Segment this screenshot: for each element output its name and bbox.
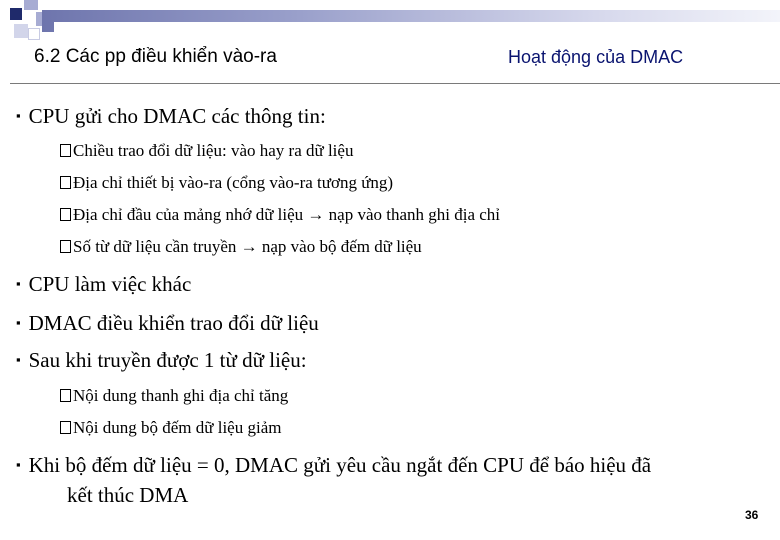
- bullet-text: Khi bộ đếm dữ liệu = 0, DMAC gửi yêu cầu ngắt đến CPU để báo hiệu đã: [28, 453, 652, 477]
- sub-bullet-item: [60, 173, 393, 193]
- bullet-marker-icon: ▪: [16, 352, 21, 367]
- sub-bullet-item: [60, 205, 500, 225]
- sub-bullet-text: Địa chỉ đầu của mảng nhớ dữ liệu → nạp vào thanh ghi địa chỉ: [73, 205, 501, 224]
- bullet-item: [16, 311, 319, 336]
- decor-square-light: [24, 0, 38, 10]
- bullet-marker-icon: ▪: [16, 108, 21, 123]
- sub-bullet-text: Địa chỉ thiết bị vào-ra (cổng vào-ra tương ứng): [73, 173, 394, 192]
- missing-glyph-box-icon: [60, 389, 71, 402]
- missing-glyph-box-icon: [60, 144, 71, 157]
- bullet-marker-icon: ▪: [16, 276, 21, 291]
- page-number: 36: [745, 508, 759, 522]
- decor-square-outline: [28, 28, 40, 40]
- bullet-continuation: kết thúc DMA: [67, 483, 189, 507]
- bullet-text: CPU làm việc khác: [28, 272, 192, 296]
- bullet-item: [16, 453, 651, 478]
- bullet-text: CPU gửi cho DMAC các thông tin:: [28, 104, 326, 128]
- bullet-text: Sau khi truyền được 1 từ dữ liệu:: [28, 348, 307, 372]
- sub-bullet-item: [60, 386, 288, 406]
- sub-bullet-item: [60, 418, 281, 438]
- sub-bullet-item: [60, 141, 353, 161]
- sub-bullet-text: Nội dung thanh ghi địa chỉ tăng: [73, 386, 289, 405]
- missing-glyph-box-icon: [60, 176, 71, 189]
- bullet-text: DMAC điều khiển trao đổi dữ liệu: [28, 311, 319, 335]
- section-title: 6.2 Các pp điều khiển vào-ra: [34, 46, 277, 67]
- decor-square-dark: [10, 8, 22, 20]
- bullet-item: [16, 348, 307, 373]
- missing-glyph-box-icon: [60, 208, 71, 221]
- bullet-marker-icon: ▪: [16, 315, 21, 330]
- header-divider: [10, 83, 780, 84]
- sub-bullet-item: [60, 237, 422, 257]
- bullet-item: [16, 104, 326, 129]
- decor-square-pale: [14, 24, 28, 38]
- sub-bullet-text: Số từ dữ liệu cần truyền → nạp vào bộ đếm dữ liệu: [73, 237, 422, 256]
- slide-title: Hoạt động của DMAC: [508, 47, 684, 67]
- missing-glyph-box-icon: [60, 421, 71, 434]
- bullet-item: [16, 272, 191, 297]
- bullet-marker-icon: ▪: [16, 457, 21, 472]
- sub-bullet-text: Chiều trao đổi dữ liệu: vào hay ra dữ liệu: [73, 141, 354, 160]
- missing-glyph-box-icon: [60, 240, 71, 253]
- sub-bullet-text: Nội dung bộ đếm dữ liệu giảm: [73, 418, 282, 437]
